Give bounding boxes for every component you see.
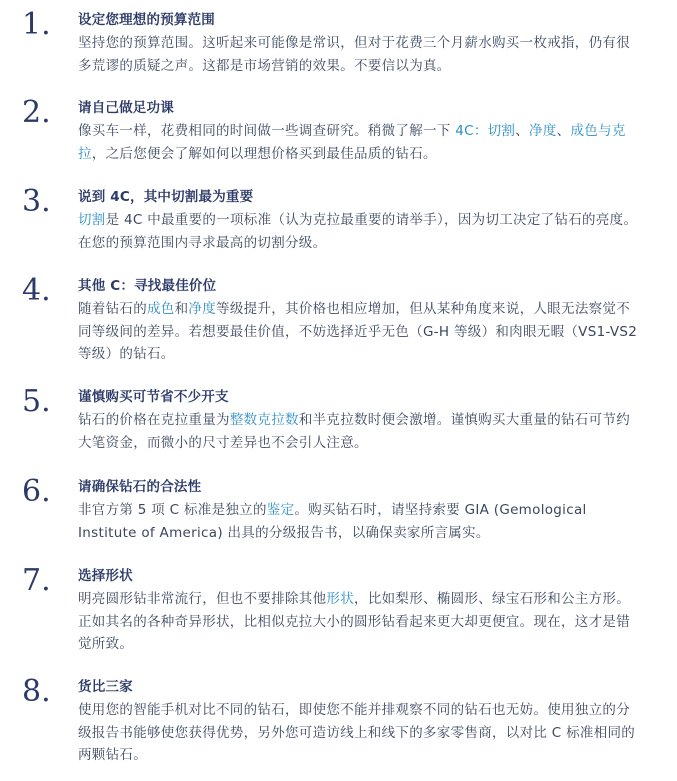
- tip-title: 货比三家: [78, 679, 133, 695]
- tip-body: [78, 98, 638, 165]
- glossary-link[interactable]: 形状: [326, 591, 355, 607]
- tip-text-segment: 和: [174, 301, 189, 317]
- tip-text-segment: 。购买钻石时，请坚持索要 GIA (Gemological Institute of America) 出具的分级报告书，以确保卖家所言属实。: [78, 502, 587, 541]
- tip-title: 其他 C：寻找最佳价位: [78, 278, 217, 294]
- tip-text: [78, 298, 638, 366]
- glossary-link[interactable]: 切割: [487, 123, 516, 139]
- tip-body: [78, 10, 638, 77]
- tip-text-segment: 坚持您的预算范围。这听起来可能像是常识，但对于花费三个月薪水购买一枚戒指，仍有很多荒谬的质疑之声。这都是市场营销的效果。不要信以为真。: [78, 35, 630, 74]
- tip-text-segment: 非官方第 5 项 C 标准是独立的: [78, 502, 267, 518]
- tip-text: [78, 209, 638, 254]
- tip-text: [78, 32, 638, 77]
- tip-title: 请自己做足功课: [78, 100, 174, 116]
- glossary-link[interactable]: 切割: [78, 212, 106, 228]
- tip-body: [78, 566, 638, 656]
- glossary-link[interactable]: 成色与克拉: [78, 123, 626, 162]
- tip-number: 6.: [22, 474, 51, 509]
- tip-number: 4.: [22, 273, 51, 308]
- tip-title: 谨慎购买可节省不少开支: [78, 389, 229, 405]
- tip-body: [78, 387, 638, 454]
- tip-text-segment: 像买车一样，花费相同的时间做一些调查研究。稍微了解一下: [78, 123, 456, 139]
- tip-text: [78, 120, 638, 165]
- tip-text-segment: ，之后您便会了解如何以理想价格买到最佳品质的钻石。: [91, 145, 437, 162]
- tip-number: 1.: [22, 7, 51, 42]
- tip-text-segment: 使用您的智能手机对比不同的钻石，即使您不能并排观察不同的钻石也无妨。使用独立的分级报告书能够使您获得优势，另外您可造访线上和线下的多家零售商，以对比 C 标准相同的两颗钻石。: [78, 702, 636, 763]
- glossary-link[interactable]: 整数克拉数: [229, 412, 299, 428]
- tip-text: [78, 699, 638, 767]
- tip-text: [78, 499, 638, 544]
- glossary-link[interactable]: 净度: [188, 301, 217, 317]
- tip-text-segment: 等级提升，其价格也相应增加，但从某种角度来说，人眼无法察觉不同等级间的差异。若想要最佳价值，不妨选择近乎无色（G-H 等级）和肉眼无暇（VS1-VS2 等级）的钻石。: [78, 301, 638, 362]
- tip-text: [78, 588, 638, 656]
- tip-number: 7.: [22, 563, 51, 598]
- glossary-link[interactable]: 净度: [529, 123, 557, 139]
- tip-body: [78, 187, 638, 254]
- glossary-link[interactable]: 鉴定: [266, 502, 295, 518]
- tip-text-segment: 明亮圆形钻非常流行，但也不要排除其他: [78, 591, 327, 607]
- tip-text-segment: 、: [556, 123, 571, 139]
- tip-text-segment: 钻石的价格在克拉重量为: [78, 412, 230, 428]
- tip-text-segment: 、: [515, 123, 530, 139]
- tip-title: 请确保钻石的合法性: [78, 479, 202, 495]
- tip-number: 3.: [22, 184, 51, 219]
- tip-text-segment: 是 4C 中最重要的一项标准（认为克拉最重要的请举手），因为切工决定了钻石的亮度。在您的预算范围内寻求最高的切割分级。: [78, 212, 638, 251]
- glossary-link[interactable]: 成色: [147, 301, 175, 317]
- tip-title: 说到 4C，其中切割最为重要: [78, 189, 254, 205]
- tip-body: [78, 677, 638, 767]
- tip-number: 8.: [22, 674, 51, 709]
- tip-body: [78, 477, 638, 544]
- tip-number: 2.: [22, 95, 51, 130]
- tip-title: 设定您理想的预算范围: [78, 12, 215, 28]
- tip-text-segment: ，比如梨形、椭圆形、绿宝石形和公主方形。正如其名的各种奇异形状，比相似克拉大小的圆形钻看起来更大却更便宜。现在，这才是错觉所致。: [78, 591, 631, 652]
- tip-text: [78, 409, 638, 454]
- tip-text-segment: 随着钻石的: [78, 301, 147, 317]
- glossary-link[interactable]: 4C：: [455, 123, 488, 139]
- tip-body: [78, 276, 638, 366]
- tip-number: 5.: [22, 384, 51, 419]
- tip-title: 选择形状: [78, 568, 133, 584]
- tip-text-segment: 和半克拉数时便会激增。谨慎购买大重量的钻石可节约大笔资金，而微小的尺寸差异也不会引人注意。: [78, 412, 631, 451]
